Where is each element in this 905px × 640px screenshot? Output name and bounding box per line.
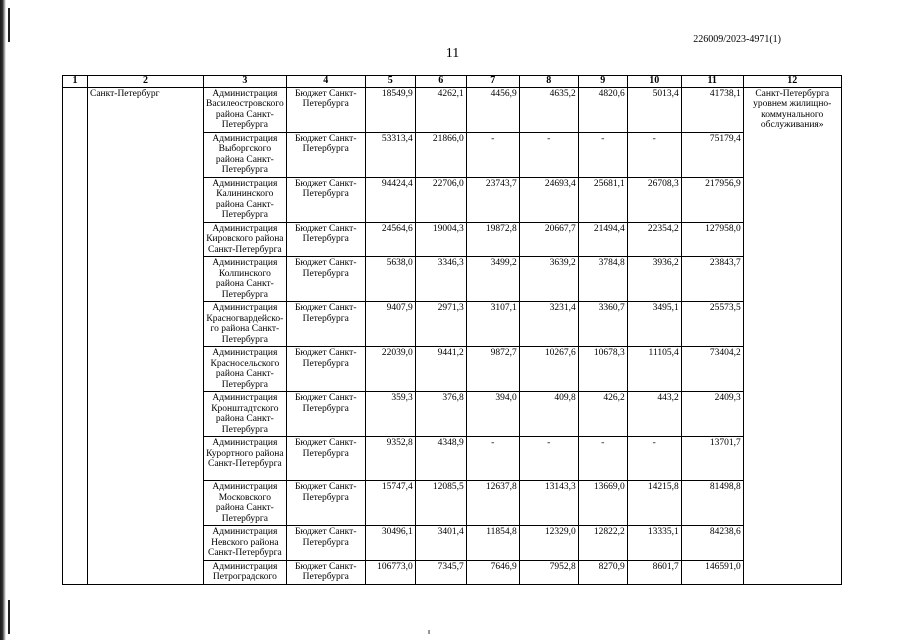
value-cell: 3346,3 <box>415 257 466 302</box>
column-header: 1 <box>63 76 88 88</box>
value-cell: 10678,3 <box>578 347 627 392</box>
value-cell: - <box>519 437 578 481</box>
value-cell: 24564,6 <box>365 222 415 257</box>
column-header: 10 <box>627 76 681 88</box>
admin-cell: Администрация Московского района Санкт-Петербурга <box>204 481 287 526</box>
budget-cell: Бюджет Санкт-Петербурга <box>286 437 365 481</box>
value-cell: 359,3 <box>365 392 415 437</box>
column-header: 5 <box>365 76 415 88</box>
column-header: 6 <box>415 76 466 88</box>
admin-cell: Администрация Кировского района Санкт-Петербурга <box>204 222 287 257</box>
value-cell: 3401,4 <box>415 526 466 561</box>
value-cell: 8270,9 <box>578 560 627 584</box>
value-cell: 21866,0 <box>415 132 466 177</box>
value-cell: 4635,2 <box>519 87 578 132</box>
admin-cell: Администрация Красносельского района Санкт-Петербурга <box>204 347 287 392</box>
value-cell: 426,2 <box>578 392 627 437</box>
value-cell: 106773,0 <box>365 560 415 584</box>
value-cell: 20667,7 <box>519 222 578 257</box>
value-cell: 3499,2 <box>466 257 519 302</box>
value-cell: - <box>466 437 519 481</box>
total-cell: 23843,7 <box>681 257 743 302</box>
value-cell: 13669,0 <box>578 481 627 526</box>
value-cell: 394,0 <box>466 392 519 437</box>
value-cell: - <box>578 132 627 177</box>
value-cell: 19872,8 <box>466 222 519 257</box>
column-header: 11 <box>681 76 743 88</box>
column-header: 12 <box>743 76 841 88</box>
admin-cell: Администрация Петроградского <box>204 560 287 584</box>
value-cell: 30496,1 <box>365 526 415 561</box>
budget-cell: Бюджет Санкт-Петербурга <box>286 347 365 392</box>
value-cell: 4262,1 <box>415 87 466 132</box>
column-header: 9 <box>578 76 627 88</box>
budget-cell: Бюджет Санкт-Петербурга <box>286 481 365 526</box>
total-cell: 41738,1 <box>681 87 743 132</box>
value-cell: 12329,0 <box>519 526 578 561</box>
value-cell: - <box>466 132 519 177</box>
column-header: 4 <box>286 76 365 88</box>
budget-cell: Бюджет Санкт-Петербурга <box>286 257 365 302</box>
value-cell: - <box>578 437 627 481</box>
value-cell: 4348,9 <box>415 437 466 481</box>
value-cell: 25681,1 <box>578 177 627 222</box>
value-cell: 14215,8 <box>627 481 681 526</box>
admin-cell: Администрация Кронштадтского района Санкт-Петербурга <box>204 392 287 437</box>
value-cell: 9441,2 <box>415 347 466 392</box>
budget-cell: Бюджет Санкт-Петербурга <box>286 177 365 222</box>
value-cell: 3495,1 <box>627 302 681 347</box>
budget-cell: Бюджет Санкт-Петербурга <box>286 302 365 347</box>
admin-cell: Администрация Красногвардейско-го района Санкт-Петербурга <box>204 302 287 347</box>
budget-cell: Бюджет Санкт-Петербурга <box>286 87 365 132</box>
value-cell: 9407,9 <box>365 302 415 347</box>
column-header: 7 <box>466 76 519 88</box>
value-cell: 12085,5 <box>415 481 466 526</box>
total-cell: 75179,4 <box>681 132 743 177</box>
page-number: 11 <box>445 46 460 61</box>
value-cell: 22039,0 <box>365 347 415 392</box>
value-cell: 4456,9 <box>466 87 519 132</box>
budget-table <box>62 75 842 585</box>
value-cell: 3231,4 <box>519 302 578 347</box>
value-cell: 12637,8 <box>466 481 519 526</box>
note-cell: Санкт-Петербурга уровнем жилищно-коммунального обслуживания» <box>743 87 841 584</box>
value-cell: 13335,1 <box>627 526 681 561</box>
value-cell: 21494,4 <box>578 222 627 257</box>
scan-speck <box>428 630 430 634</box>
value-cell: 5013,4 <box>627 87 681 132</box>
value-cell: 11105,4 <box>627 347 681 392</box>
value-cell: 3936,2 <box>627 257 681 302</box>
admin-cell: Администрация Колпинского района Санкт-Петербурга <box>204 257 287 302</box>
value-cell: 9872,7 <box>466 347 519 392</box>
admin-cell: Администрация Калининского района Санкт-Петербурга <box>204 177 287 222</box>
value-cell: - <box>627 132 681 177</box>
value-cell: 443,2 <box>627 392 681 437</box>
total-cell: 25573,5 <box>681 302 743 347</box>
value-cell: 23743,7 <box>466 177 519 222</box>
scan-shadow-edge <box>0 0 6 640</box>
document-number: 226009/2023-4971(1) <box>693 34 781 45</box>
value-cell: 3784,8 <box>578 257 627 302</box>
column-header: 3 <box>204 76 287 88</box>
budget-cell: Бюджет Санкт-Петербурга <box>286 392 365 437</box>
value-cell: 2971,3 <box>415 302 466 347</box>
value-cell: 12822,2 <box>578 526 627 561</box>
value-cell: 409,8 <box>519 392 578 437</box>
table-row <box>63 87 842 132</box>
value-cell: 10267,6 <box>519 347 578 392</box>
value-cell: 94424,4 <box>365 177 415 222</box>
value-cell: 13143,3 <box>519 481 578 526</box>
value-cell: - <box>519 132 578 177</box>
value-cell: 24693,4 <box>519 177 578 222</box>
value-cell: 9352,8 <box>365 437 415 481</box>
scan-mark <box>8 600 10 634</box>
value-cell: 53313,4 <box>365 132 415 177</box>
column-header: 8 <box>519 76 578 88</box>
value-cell: 3107,1 <box>466 302 519 347</box>
total-cell: 217956,9 <box>681 177 743 222</box>
scan-mark <box>8 8 10 42</box>
value-cell: 19004,3 <box>415 222 466 257</box>
total-cell: 13701,7 <box>681 437 743 481</box>
total-cell: 81498,8 <box>681 481 743 526</box>
value-cell: 7646,9 <box>466 560 519 584</box>
value-cell: 3360,7 <box>578 302 627 347</box>
value-cell: 7952,8 <box>519 560 578 584</box>
value-cell: 11854,8 <box>466 526 519 561</box>
total-cell: 2409,3 <box>681 392 743 437</box>
total-cell: 127958,0 <box>681 222 743 257</box>
value-cell: 15747,4 <box>365 481 415 526</box>
total-cell: 73404,2 <box>681 347 743 392</box>
total-cell: 146591,0 <box>681 560 743 584</box>
value-cell: 5638,0 <box>365 257 415 302</box>
value-cell: - <box>627 437 681 481</box>
admin-cell: Администрация Выборгского района Санкт-Петербурга <box>204 132 287 177</box>
budget-cell: Бюджет Санкт-Петербурга <box>286 222 365 257</box>
value-cell: 8601,7 <box>627 560 681 584</box>
row-number-cell <box>63 87 88 584</box>
budget-cell: Бюджет Санкт-Петербурга <box>286 132 365 177</box>
admin-cell: Администрация Курортного района Санкт-Петербурга <box>204 437 287 481</box>
value-cell: 18549,9 <box>365 87 415 132</box>
header-row <box>63 76 842 88</box>
budget-cell: Бюджет Санкт-Петербурга <box>286 526 365 561</box>
total-cell: 84238,6 <box>681 526 743 561</box>
value-cell: 376,8 <box>415 392 466 437</box>
admin-cell: Администрация Василеостровского района Санкт-Петербурга <box>204 87 287 132</box>
value-cell: 26708,3 <box>627 177 681 222</box>
admin-cell: Администрация Невского района Санкт-Петербурга <box>204 526 287 561</box>
budget-cell: Бюджет Санкт-Петербурга <box>286 560 365 584</box>
value-cell: 3639,2 <box>519 257 578 302</box>
value-cell: 4820,6 <box>578 87 627 132</box>
value-cell: 7345,7 <box>415 560 466 584</box>
column-header: 2 <box>88 76 204 88</box>
value-cell: 22354,2 <box>627 222 681 257</box>
value-cell: 22706,0 <box>415 177 466 222</box>
region-cell: Санкт-Петербург <box>88 87 204 584</box>
